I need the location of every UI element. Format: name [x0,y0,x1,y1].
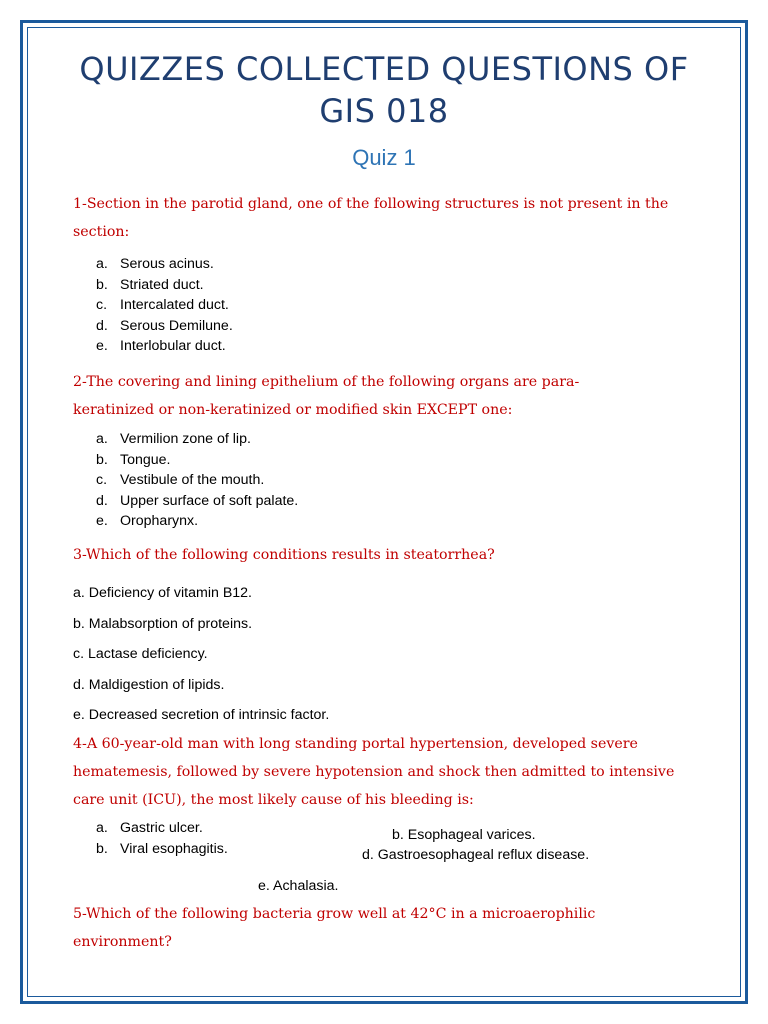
question-4 [73,730,713,814]
option-item: e. Oropharynx. [96,513,199,529]
question-4-options-left [96,818,228,859]
question-1-line-1: 1-Section in the parotid gland, one of the following structures is not present in the [73,196,669,212]
question-2-line-2: keratinized or non-keratinized or modified skin EXCEPT one: [73,402,513,418]
question-4-line-1: 4-A 60-year-old man with long standing portal hypertension, developed severe [73,736,638,752]
option-item: b. Striated duct. [96,276,204,293]
question-1-line-2: section: [73,224,130,240]
option-item: b. Viral esophagitis. [96,840,228,857]
option-item: b. Tongue. [96,451,171,468]
question-3-options [73,578,329,731]
option-item: c. Vestibule of the mouth. [96,472,265,488]
option-item: d. Maldigestion of lipids. [73,676,225,693]
option-item: d. Gastroesophageal reflux disease. [362,847,590,863]
option-item: e. Decreased secretion of intrinsic factor. [73,707,330,723]
question-5 [73,900,713,956]
question-5-line-1: 5-Which of the following bacteria grow well at 42°C in a microaerophilic [73,906,596,922]
question-4-line-3: care unit (ICU), the most likely cause of his bleeding is: [73,792,474,808]
question-2-line-1: 2-The covering and lining epithelium of the following organs are para- [73,374,580,390]
option-item: a. Serous acinus. [96,256,214,272]
quiz-heading: Quiz 1 [352,145,416,170]
option-item: e. Interlobular duct. [96,338,226,354]
question-4-line-2: hematemesis, followed by severe hypotension and shock then admitted to intensive [73,764,675,780]
option-item: b. Esophageal varices. [392,827,536,843]
option-item: a. Gastric ulcer. [96,820,203,836]
question-2-options [96,429,298,532]
option-item: a. Deficiency of vitamin B12. [73,585,252,601]
question-3-line-1: 3-Which of the following conditions results in steatorrhea? [73,547,495,563]
option-item: c. Lactase deficiency. [73,646,208,662]
option-item: a. Vermilion zone of lip. [96,431,251,447]
question-1 [73,190,713,246]
question-5-line-2: environment? [73,934,172,950]
question-2 [73,368,713,424]
option-item: c. Intercalated duct. [96,297,229,313]
question-3 [73,541,713,569]
document-title-line-1: QUIZZES COLLECTED QUESTIONS OF [79,50,689,88]
question-1-options [96,254,233,357]
option-item: d. Upper surface of soft palate. [96,492,299,509]
option-item: e. Achalasia. [258,878,339,894]
option-item: d. Serous Demilune. [96,317,233,334]
option-item: b. Malabsorption of proteins. [73,615,253,632]
document-title-line-2: GIS 018 [319,92,449,130]
